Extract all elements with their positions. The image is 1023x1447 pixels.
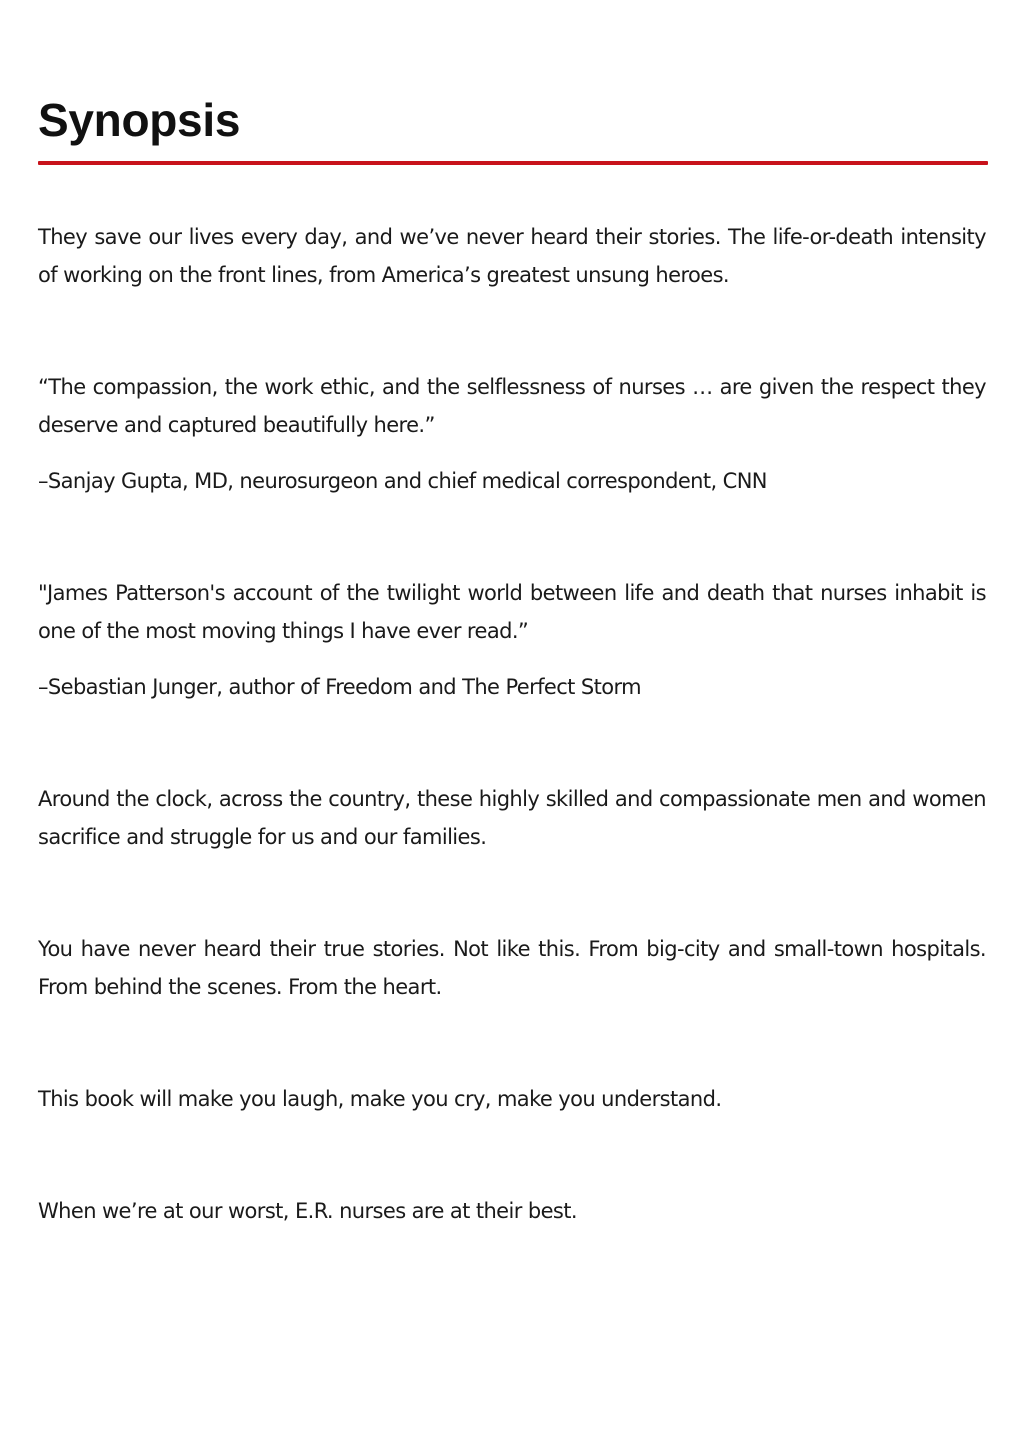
quote-gupta: “The compassion, the work ethic, and the selflessness of nurses … are given the respect they deserve and captured beautifully here.” <box>38 375 986 437</box>
paragraph-er-nurses: When we’re at our worst, E.R. nurses are at their best. <box>38 1199 577 1223</box>
paragraph-around-the-clock: Around the clock, across the country, these highly skilled and compassionate men and women sacrifice and struggle for us and our families. <box>38 787 986 849</box>
title-underline <box>38 161 988 165</box>
paragraph-laugh-cry: This book will make you laugh, make you cry, make you understand. <box>38 1087 722 1111</box>
page-title: Synopsis <box>38 94 241 146</box>
attribution-junger: –Sebastian Junger, author of Freedom and The Perfect Storm <box>38 675 642 699</box>
attribution-gupta: –Sanjay Gupta, MD, neurosurgeon and chief medical correspondent, CNN <box>38 469 767 493</box>
paragraph-true-stories: You have never heard their true stories. Not like this. From big-city and small-town hospitals. From behind the scenes. From the heart. <box>38 937 986 999</box>
quote-junger: "James Patterson's account of the twilight world between life and death that nurses inhabit is one of the most moving things I have ever read.” <box>38 581 986 643</box>
intro-paragraph: They save our lives every day, and we’ve never heard their stories. The life-or-death intensity of working on the front lines, from America’s greatest unsung heroes. <box>38 225 986 287</box>
